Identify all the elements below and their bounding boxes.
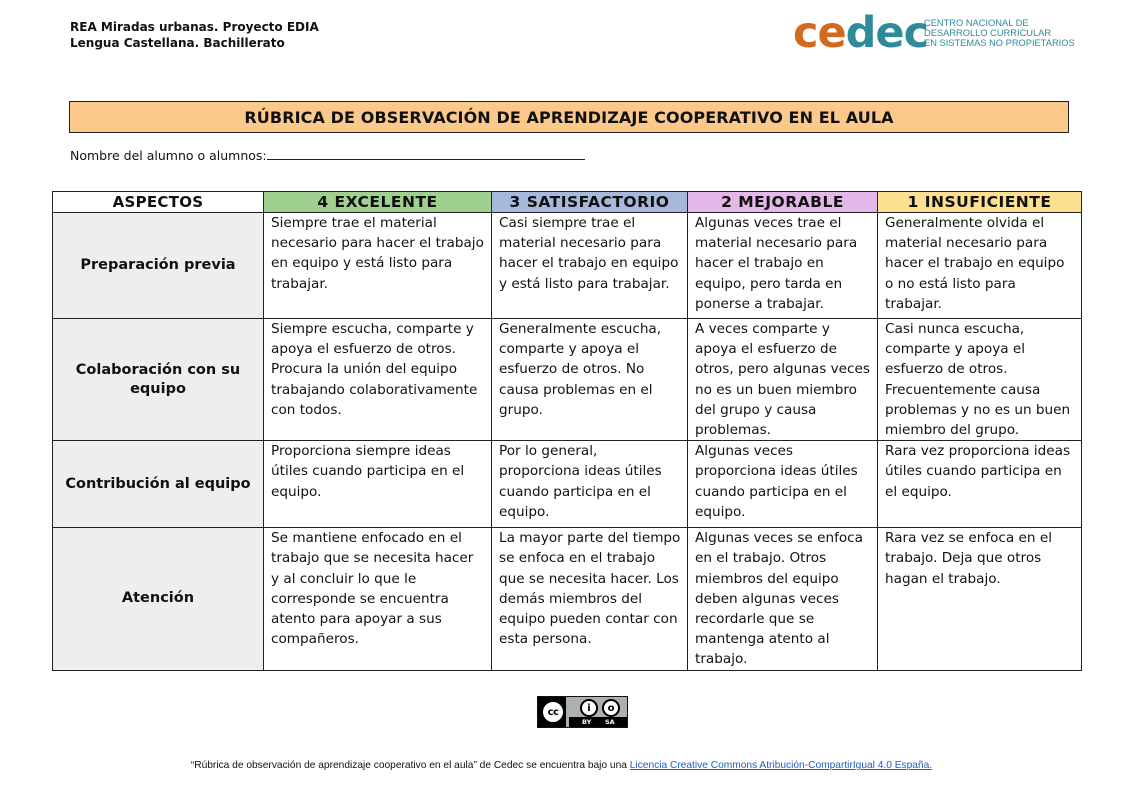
level-3-cell: Casi siempre trae el material necesario para hacer el trabajo en equipo y está listo para trabajar.	[492, 213, 688, 319]
cc-sa-label: SA	[605, 718, 615, 726]
level-3-cell: Por lo general, proporciona ideas útiles cuando participa en el equipo.	[492, 441, 688, 528]
aspect-cell: Atención	[53, 528, 264, 670]
creative-commons-icon: cc	[541, 700, 565, 724]
license-text: “Rúbrica de observación de aprendizaje cooperativo en el aula” de Cedec se encuentra bajo una	[190, 760, 630, 771]
student-name-line	[70, 147, 585, 163]
student-name-blank	[267, 147, 585, 160]
rubric-table	[52, 191, 1082, 671]
license-link[interactable]: Licencia Creative Commons Atribución-CompartirIgual 4.0 España.	[629, 760, 933, 771]
table-row	[53, 319, 1082, 441]
table-row	[53, 441, 1082, 528]
level-4-cell: Se mantiene enfocado en el trabajo que se necesita hacer y al concluir lo que le corresponde se encuentra atento para apoyar a sus compañeros.	[264, 528, 492, 670]
cedec-logo-wordmark: cedec	[793, 8, 929, 58]
cc-by-sa-badge[interactable]	[537, 696, 628, 728]
cc-badge-label-strip	[569, 717, 627, 727]
header-line-subject: Lengua Castellana. Bachillerato	[70, 36, 285, 50]
level-2-cell: Algunas veces trae el material necesario para hacer el trabajo en equipo, pero tarda en ponerse a trabajar.	[688, 213, 878, 319]
level-4-cell: Siempre trae el material necesario para hacer el trabajo en equipo y está listo para trabajar.	[264, 213, 492, 319]
aspect-cell: Preparación previa	[53, 213, 264, 319]
level-2-cell: A veces comparte y apoya el esfuerzo de otros, pero algunas veces no es un buen miembro del grupo y causa problemas.	[688, 319, 878, 441]
attribution-icon: i	[580, 699, 598, 717]
header-line-project: REA Miradas urbanas. Proyecto EDIA	[70, 20, 319, 34]
rubric-header-row	[53, 192, 1082, 213]
student-name-label: Nombre del alumno o alumnos:	[70, 148, 267, 163]
share-alike-icon: o	[602, 699, 620, 717]
level-1-cell: Generalmente olvida el material necesario para hacer el trabajo en equipo o no está listo para trabajar.	[878, 213, 1082, 319]
header-level-3: 3 SATISFACTORIO	[492, 192, 688, 213]
level-1-cell: Casi nunca escucha, comparte y apoya el esfuerzo de otros. Frecuentemente causa problemas y no es un buen miembro del grupo.	[878, 319, 1082, 441]
table-row	[53, 528, 1082, 670]
level-1-cell: Rara vez proporciona ideas útiles cuando participa en el equipo.	[878, 441, 1082, 528]
document-header	[70, 19, 319, 51]
level-2-cell: Algunas veces proporciona ideas útiles cuando participa en el equipo.	[688, 441, 878, 528]
header-level-1: 1 INSUFICIENTE	[878, 192, 1082, 213]
level-4-cell: Siempre escucha, comparte y apoya el esfuerzo de otros. Procura la unión del equipo trabajando colaborativamente con todos.	[264, 319, 492, 441]
aspect-cell: Contribución al equipo	[53, 441, 264, 528]
aspect-cell: Colaboración con su equipo	[53, 319, 264, 441]
table-row	[53, 213, 1082, 319]
cedec-logo-subtitle: CENTRO NACIONAL DE DESARROLLO CURRICULAR EN SISTEMAS NO PROPIETARIOS	[924, 18, 1075, 48]
header-level-2: 2 MEJORABLE	[688, 192, 878, 213]
cc-by-label: BY	[582, 718, 592, 726]
level-4-cell: Proporciona siempre ideas útiles cuando participa en el equipo.	[264, 441, 492, 528]
level-3-cell: Generalmente escucha, comparte y apoya el esfuerzo de otros. No causa problemas en el grupo.	[492, 319, 688, 441]
license-footer	[0, 760, 1123, 771]
level-2-cell: Algunas veces se enfoca en el trabajo. Otros miembros del equipo deben algunas veces recordarle que se mantenga atento al trabajo.	[688, 528, 878, 670]
header-aspects: ASPECTOS	[53, 192, 264, 213]
header-level-4: 4 EXCELENTE	[264, 192, 492, 213]
rubric-title: RÚBRICA DE OBSERVACIÓN DE APRENDIZAJE COOPERATIVO EN EL AULA	[69, 101, 1069, 133]
level-3-cell: La mayor parte del tiempo se enfoca en el trabajo que se necesita hacer. Los demás miembros del equipo pueden contar con esta persona.	[492, 528, 688, 670]
level-1-cell: Rara vez se enfoca en el trabajo. Deja que otros hagan el trabajo.	[878, 528, 1082, 670]
